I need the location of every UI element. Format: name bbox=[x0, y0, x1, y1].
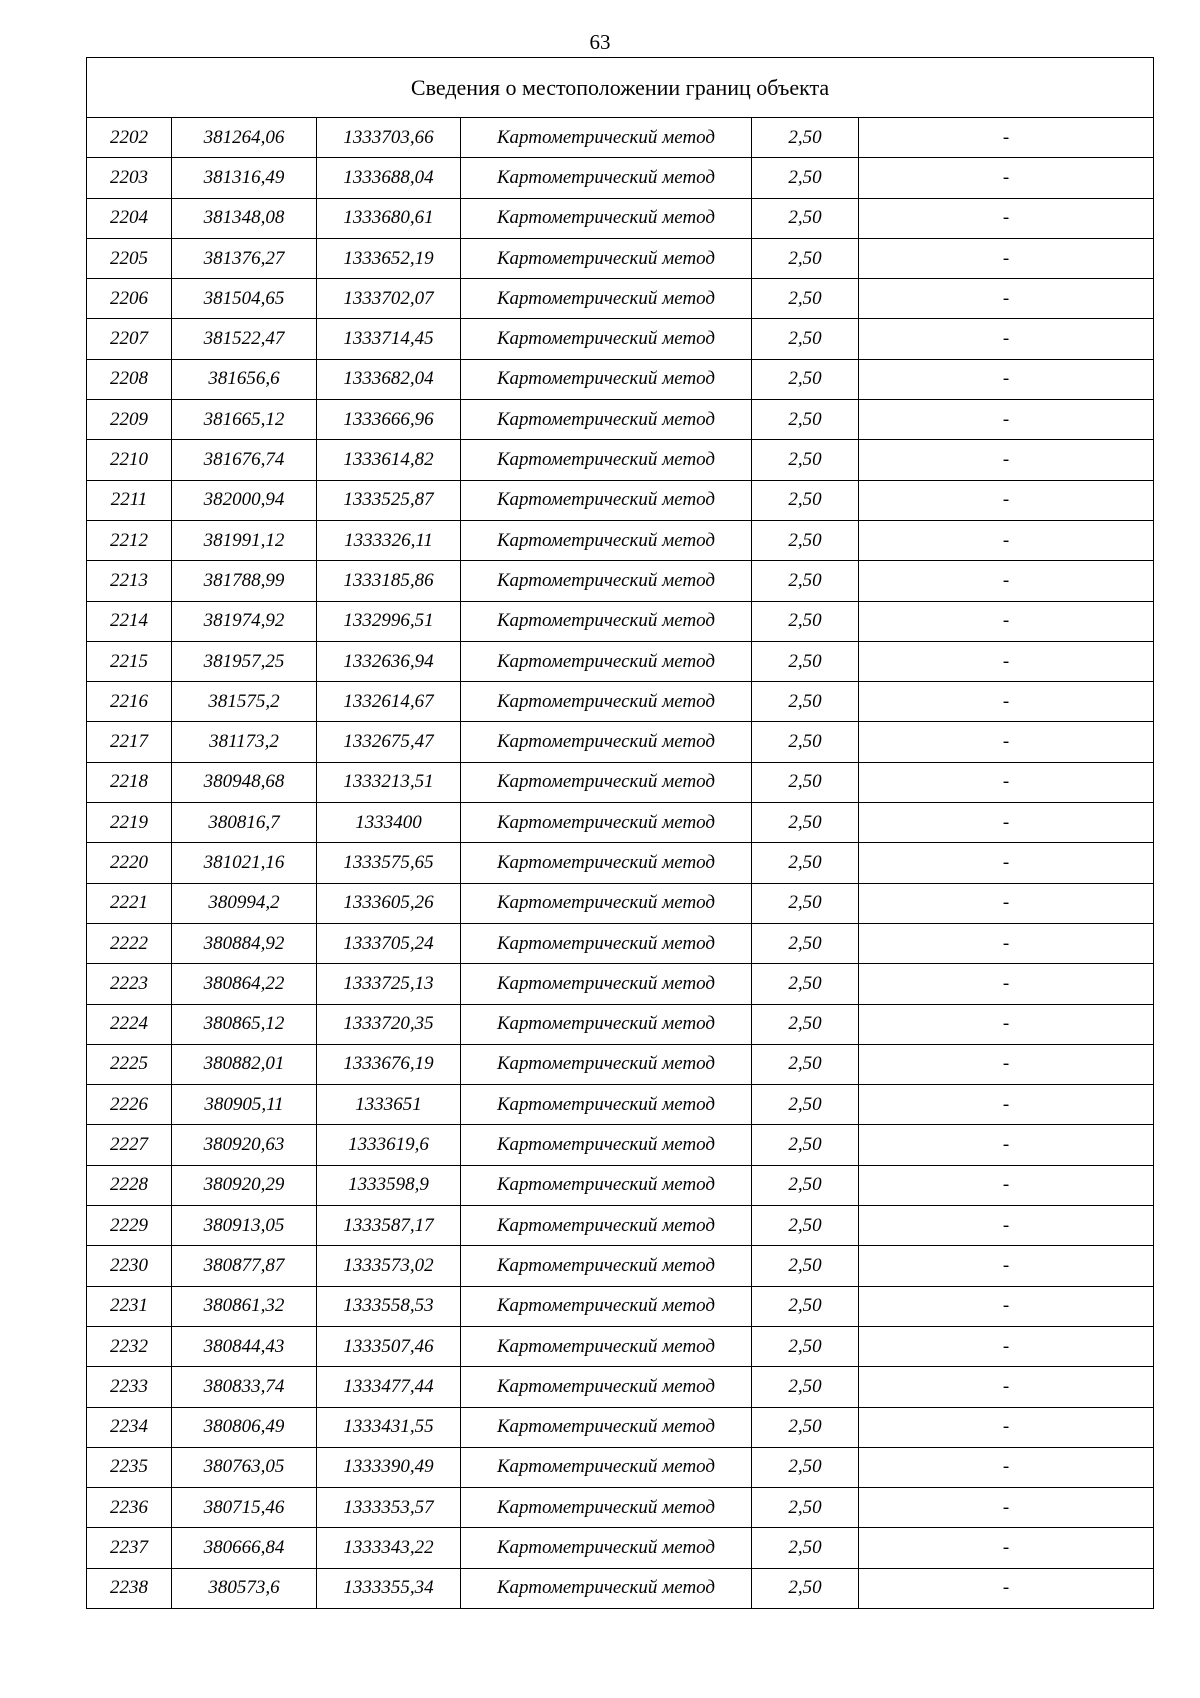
description-cell: - bbox=[859, 762, 1154, 802]
x-coordinate-cell: 380920,29 bbox=[172, 1165, 317, 1205]
y-coordinate-cell: 1333353,57 bbox=[317, 1488, 461, 1528]
point-number-cell: 2224 bbox=[87, 1004, 172, 1044]
method-cell: Картометрический метод bbox=[461, 1488, 752, 1528]
point-number-cell: 2222 bbox=[87, 923, 172, 963]
accuracy-cell: 2,50 bbox=[752, 1165, 859, 1205]
x-coordinate-cell: 381522,47 bbox=[172, 319, 317, 359]
point-number-cell: 2209 bbox=[87, 400, 172, 440]
point-number-cell: 2204 bbox=[87, 198, 172, 238]
accuracy-cell: 2,50 bbox=[752, 1286, 859, 1326]
y-coordinate-cell: 1333575,65 bbox=[317, 843, 461, 883]
description-cell: - bbox=[859, 601, 1154, 641]
point-number-cell: 2207 bbox=[87, 319, 172, 359]
method-cell: Картометрический метод bbox=[461, 762, 752, 802]
description-cell: - bbox=[859, 118, 1154, 158]
table-row bbox=[87, 1528, 1154, 1568]
method-cell: Картометрический метод bbox=[461, 480, 752, 520]
y-coordinate-cell: 1333651 bbox=[317, 1085, 461, 1125]
method-cell: Картометрический метод bbox=[461, 964, 752, 1004]
y-coordinate-cell: 1333666,96 bbox=[317, 400, 461, 440]
y-coordinate-cell: 1333431,55 bbox=[317, 1407, 461, 1447]
table-row bbox=[87, 480, 1154, 520]
accuracy-cell: 2,50 bbox=[752, 480, 859, 520]
point-number-cell: 2212 bbox=[87, 520, 172, 560]
x-coordinate-cell: 380877,87 bbox=[172, 1246, 317, 1286]
table-row bbox=[87, 400, 1154, 440]
method-cell: Картометрический метод bbox=[461, 843, 752, 883]
accuracy-cell: 2,50 bbox=[752, 238, 859, 278]
x-coordinate-cell: 381957,25 bbox=[172, 641, 317, 681]
accuracy-cell: 2,50 bbox=[752, 1326, 859, 1366]
accuracy-cell: 2,50 bbox=[752, 158, 859, 198]
description-cell: - bbox=[859, 561, 1154, 601]
method-cell: Картометрический метод bbox=[461, 400, 752, 440]
x-coordinate-cell: 380882,01 bbox=[172, 1044, 317, 1084]
accuracy-cell: 2,50 bbox=[752, 1044, 859, 1084]
x-coordinate-cell: 381788,99 bbox=[172, 561, 317, 601]
point-number-cell: 2214 bbox=[87, 601, 172, 641]
table-row bbox=[87, 923, 1154, 963]
point-number-cell: 2232 bbox=[87, 1326, 172, 1366]
point-number-cell: 2216 bbox=[87, 682, 172, 722]
method-cell: Картометрический метод bbox=[461, 359, 752, 399]
table-row bbox=[87, 1568, 1154, 1608]
accuracy-cell: 2,50 bbox=[752, 1246, 859, 1286]
table-row bbox=[87, 762, 1154, 802]
method-cell: Картометрический метод bbox=[461, 279, 752, 319]
table-row bbox=[87, 118, 1154, 158]
x-coordinate-cell: 380913,05 bbox=[172, 1206, 317, 1246]
method-cell: Картометрический метод bbox=[461, 1246, 752, 1286]
point-number-cell: 2226 bbox=[87, 1085, 172, 1125]
x-coordinate-cell: 380948,68 bbox=[172, 762, 317, 802]
y-coordinate-cell: 1333652,19 bbox=[317, 238, 461, 278]
accuracy-cell: 2,50 bbox=[752, 803, 859, 843]
method-cell: Картометрический метод bbox=[461, 1528, 752, 1568]
point-number-cell: 2211 bbox=[87, 480, 172, 520]
accuracy-cell: 2,50 bbox=[752, 1528, 859, 1568]
x-coordinate-cell: 381021,16 bbox=[172, 843, 317, 883]
accuracy-cell: 2,50 bbox=[752, 400, 859, 440]
table-row bbox=[87, 1286, 1154, 1326]
description-cell: - bbox=[859, 883, 1154, 923]
x-coordinate-cell: 380884,92 bbox=[172, 923, 317, 963]
point-number-cell: 2223 bbox=[87, 964, 172, 1004]
point-number-cell: 2215 bbox=[87, 641, 172, 681]
x-coordinate-cell: 382000,94 bbox=[172, 480, 317, 520]
method-cell: Картометрический метод bbox=[461, 1407, 752, 1447]
accuracy-cell: 2,50 bbox=[752, 279, 859, 319]
point-number-cell: 2206 bbox=[87, 279, 172, 319]
point-number-cell: 2228 bbox=[87, 1165, 172, 1205]
y-coordinate-cell: 1332614,67 bbox=[317, 682, 461, 722]
description-cell: - bbox=[859, 1004, 1154, 1044]
x-coordinate-cell: 381173,2 bbox=[172, 722, 317, 762]
description-cell: - bbox=[859, 1367, 1154, 1407]
method-cell: Картометрический метод bbox=[461, 1568, 752, 1608]
x-coordinate-cell: 380833,74 bbox=[172, 1367, 317, 1407]
accuracy-cell: 2,50 bbox=[752, 1447, 859, 1487]
method-cell: Картометрический метод bbox=[461, 238, 752, 278]
method-cell: Картометрический метод bbox=[461, 158, 752, 198]
table-row bbox=[87, 1206, 1154, 1246]
accuracy-cell: 2,50 bbox=[752, 1568, 859, 1608]
accuracy-cell: 2,50 bbox=[752, 1407, 859, 1447]
point-number-cell: 2219 bbox=[87, 803, 172, 843]
description-cell: - bbox=[859, 1125, 1154, 1165]
accuracy-cell: 2,50 bbox=[752, 1206, 859, 1246]
description-cell: - bbox=[859, 722, 1154, 762]
y-coordinate-cell: 1333676,19 bbox=[317, 1044, 461, 1084]
table-row bbox=[87, 1447, 1154, 1487]
table-row bbox=[87, 843, 1154, 883]
x-coordinate-cell: 380816,7 bbox=[172, 803, 317, 843]
method-cell: Картометрический метод bbox=[461, 1044, 752, 1084]
y-coordinate-cell: 1333355,34 bbox=[317, 1568, 461, 1608]
accuracy-cell: 2,50 bbox=[752, 843, 859, 883]
point-number-cell: 2217 bbox=[87, 722, 172, 762]
method-cell: Картометрический метод bbox=[461, 601, 752, 641]
y-coordinate-cell: 1333720,35 bbox=[317, 1004, 461, 1044]
y-coordinate-cell: 1333682,04 bbox=[317, 359, 461, 399]
y-coordinate-cell: 1333326,11 bbox=[317, 520, 461, 560]
x-coordinate-cell: 380865,12 bbox=[172, 1004, 317, 1044]
accuracy-cell: 2,50 bbox=[752, 682, 859, 722]
method-cell: Картометрический метод bbox=[461, 561, 752, 601]
accuracy-cell: 2,50 bbox=[752, 1367, 859, 1407]
table-row bbox=[87, 883, 1154, 923]
description-cell: - bbox=[859, 1407, 1154, 1447]
description-cell: - bbox=[859, 641, 1154, 681]
x-coordinate-cell: 380715,46 bbox=[172, 1488, 317, 1528]
point-number-cell: 2238 bbox=[87, 1568, 172, 1608]
point-number-cell: 2237 bbox=[87, 1528, 172, 1568]
point-number-cell: 2225 bbox=[87, 1044, 172, 1084]
table-row bbox=[87, 1367, 1154, 1407]
x-coordinate-cell: 381504,65 bbox=[172, 279, 317, 319]
method-cell: Картометрический метод bbox=[461, 198, 752, 238]
point-number-cell: 2202 bbox=[87, 118, 172, 158]
point-number-cell: 2218 bbox=[87, 762, 172, 802]
x-coordinate-cell: 381376,27 bbox=[172, 238, 317, 278]
y-coordinate-cell: 1333605,26 bbox=[317, 883, 461, 923]
table-row bbox=[87, 1125, 1154, 1165]
description-cell: - bbox=[859, 843, 1154, 883]
accuracy-cell: 2,50 bbox=[752, 883, 859, 923]
y-coordinate-cell: 1333680,61 bbox=[317, 198, 461, 238]
boundary-coordinates-table bbox=[86, 57, 1154, 1609]
table-row bbox=[87, 1004, 1154, 1044]
description-cell: - bbox=[859, 158, 1154, 198]
y-coordinate-cell: 1333703,66 bbox=[317, 118, 461, 158]
description-cell: - bbox=[859, 1326, 1154, 1366]
method-cell: Картометрический метод bbox=[461, 641, 752, 681]
point-number-cell: 2205 bbox=[87, 238, 172, 278]
x-coordinate-cell: 381676,74 bbox=[172, 440, 317, 480]
description-cell: - bbox=[859, 803, 1154, 843]
description-cell: - bbox=[859, 319, 1154, 359]
accuracy-cell: 2,50 bbox=[752, 440, 859, 480]
method-cell: Картометрический метод bbox=[461, 118, 752, 158]
table-row bbox=[87, 158, 1154, 198]
table-row bbox=[87, 682, 1154, 722]
point-number-cell: 2236 bbox=[87, 1488, 172, 1528]
accuracy-cell: 2,50 bbox=[752, 1004, 859, 1044]
description-cell: - bbox=[859, 1528, 1154, 1568]
table-row bbox=[87, 440, 1154, 480]
accuracy-cell: 2,50 bbox=[752, 118, 859, 158]
y-coordinate-cell: 1333558,53 bbox=[317, 1286, 461, 1326]
y-coordinate-cell: 1333688,04 bbox=[317, 158, 461, 198]
y-coordinate-cell: 1333400 bbox=[317, 803, 461, 843]
accuracy-cell: 2,50 bbox=[752, 359, 859, 399]
page-number: 63 bbox=[589, 30, 611, 54]
method-cell: Картометрический метод bbox=[461, 923, 752, 963]
method-cell: Картометрический метод bbox=[461, 1286, 752, 1326]
table-row bbox=[87, 601, 1154, 641]
y-coordinate-cell: 1333598,9 bbox=[317, 1165, 461, 1205]
table-row bbox=[87, 964, 1154, 1004]
table-row bbox=[87, 520, 1154, 560]
y-coordinate-cell: 1333525,87 bbox=[317, 480, 461, 520]
table-row bbox=[87, 1165, 1154, 1205]
x-coordinate-cell: 380666,84 bbox=[172, 1528, 317, 1568]
y-coordinate-cell: 1333507,46 bbox=[317, 1326, 461, 1366]
x-coordinate-cell: 381656,6 bbox=[172, 359, 317, 399]
y-coordinate-cell: 1333587,17 bbox=[317, 1206, 461, 1246]
method-cell: Картометрический метод bbox=[461, 722, 752, 762]
accuracy-cell: 2,50 bbox=[752, 601, 859, 641]
y-coordinate-cell: 1333573,02 bbox=[317, 1246, 461, 1286]
description-cell: - bbox=[859, 682, 1154, 722]
description-cell: - bbox=[859, 923, 1154, 963]
x-coordinate-cell: 380861,32 bbox=[172, 1286, 317, 1326]
y-coordinate-cell: 1333343,22 bbox=[317, 1528, 461, 1568]
table-row bbox=[87, 803, 1154, 843]
method-cell: Картометрический метод bbox=[461, 883, 752, 923]
y-coordinate-cell: 1333619,6 bbox=[317, 1125, 461, 1165]
accuracy-cell: 2,50 bbox=[752, 520, 859, 560]
table-row bbox=[87, 359, 1154, 399]
method-cell: Картометрический метод bbox=[461, 1326, 752, 1366]
x-coordinate-cell: 381348,08 bbox=[172, 198, 317, 238]
description-cell: - bbox=[859, 238, 1154, 278]
x-coordinate-cell: 381264,06 bbox=[172, 118, 317, 158]
table-row bbox=[87, 1488, 1154, 1528]
table-row bbox=[87, 1085, 1154, 1125]
y-coordinate-cell: 1333614,82 bbox=[317, 440, 461, 480]
method-cell: Картометрический метод bbox=[461, 1447, 752, 1487]
x-coordinate-cell: 380905,11 bbox=[172, 1085, 317, 1125]
point-number-cell: 2213 bbox=[87, 561, 172, 601]
table-title-row bbox=[87, 58, 1154, 118]
table-row bbox=[87, 198, 1154, 238]
point-number-cell: 2203 bbox=[87, 158, 172, 198]
method-cell: Картометрический метод bbox=[461, 1085, 752, 1125]
description-cell: - bbox=[859, 400, 1154, 440]
point-number-cell: 2229 bbox=[87, 1206, 172, 1246]
description-cell: - bbox=[859, 1286, 1154, 1326]
accuracy-cell: 2,50 bbox=[752, 722, 859, 762]
point-number-cell: 2221 bbox=[87, 883, 172, 923]
description-cell: - bbox=[859, 198, 1154, 238]
x-coordinate-cell: 380844,43 bbox=[172, 1326, 317, 1366]
point-number-cell: 2227 bbox=[87, 1125, 172, 1165]
method-cell: Картометрический метод bbox=[461, 1367, 752, 1407]
description-cell: - bbox=[859, 1568, 1154, 1608]
method-cell: Картометрический метод bbox=[461, 1125, 752, 1165]
x-coordinate-cell: 381991,12 bbox=[172, 520, 317, 560]
y-coordinate-cell: 1333702,07 bbox=[317, 279, 461, 319]
y-coordinate-cell: 1333714,45 bbox=[317, 319, 461, 359]
y-coordinate-cell: 1332636,94 bbox=[317, 641, 461, 681]
method-cell: Картометрический метод bbox=[461, 440, 752, 480]
table-row bbox=[87, 722, 1154, 762]
table-row bbox=[87, 319, 1154, 359]
table-row bbox=[87, 1326, 1154, 1366]
point-number-cell: 2234 bbox=[87, 1407, 172, 1447]
method-cell: Картометрический метод bbox=[461, 1165, 752, 1205]
accuracy-cell: 2,50 bbox=[752, 964, 859, 1004]
point-number-cell: 2235 bbox=[87, 1447, 172, 1487]
description-cell: - bbox=[859, 480, 1154, 520]
method-cell: Картометрический метод bbox=[461, 520, 752, 560]
description-cell: - bbox=[859, 520, 1154, 560]
table-row bbox=[87, 279, 1154, 319]
point-number-cell: 2233 bbox=[87, 1367, 172, 1407]
accuracy-cell: 2,50 bbox=[752, 198, 859, 238]
description-cell: - bbox=[859, 1085, 1154, 1125]
point-number-cell: 2220 bbox=[87, 843, 172, 883]
description-cell: - bbox=[859, 1165, 1154, 1205]
method-cell: Картометрический метод bbox=[461, 1206, 752, 1246]
method-cell: Картометрический метод bbox=[461, 319, 752, 359]
x-coordinate-cell: 381665,12 bbox=[172, 400, 317, 440]
y-coordinate-cell: 1332996,51 bbox=[317, 601, 461, 641]
description-cell: - bbox=[859, 1488, 1154, 1528]
description-cell: - bbox=[859, 279, 1154, 319]
x-coordinate-cell: 380806,49 bbox=[172, 1407, 317, 1447]
method-cell: Картометрический метод bbox=[461, 682, 752, 722]
point-number-cell: 2231 bbox=[87, 1286, 172, 1326]
x-coordinate-cell: 381316,49 bbox=[172, 158, 317, 198]
x-coordinate-cell: 381974,92 bbox=[172, 601, 317, 641]
x-coordinate-cell: 380763,05 bbox=[172, 1447, 317, 1487]
accuracy-cell: 2,50 bbox=[752, 1488, 859, 1528]
table-row bbox=[87, 1246, 1154, 1286]
accuracy-cell: 2,50 bbox=[752, 319, 859, 359]
description-cell: - bbox=[859, 1246, 1154, 1286]
table-row bbox=[87, 561, 1154, 601]
y-coordinate-cell: 1332675,47 bbox=[317, 722, 461, 762]
accuracy-cell: 2,50 bbox=[752, 641, 859, 681]
y-coordinate-cell: 1333725,13 bbox=[317, 964, 461, 1004]
y-coordinate-cell: 1333213,51 bbox=[317, 762, 461, 802]
description-cell: - bbox=[859, 964, 1154, 1004]
accuracy-cell: 2,50 bbox=[752, 762, 859, 802]
table-title: Сведения о местоположении границ объекта bbox=[87, 58, 1154, 118]
table-row bbox=[87, 238, 1154, 278]
point-number-cell: 2208 bbox=[87, 359, 172, 399]
x-coordinate-cell: 380864,22 bbox=[172, 964, 317, 1004]
description-cell: - bbox=[859, 359, 1154, 399]
y-coordinate-cell: 1333477,44 bbox=[317, 1367, 461, 1407]
x-coordinate-cell: 380920,63 bbox=[172, 1125, 317, 1165]
accuracy-cell: 2,50 bbox=[752, 1085, 859, 1125]
x-coordinate-cell: 381575,2 bbox=[172, 682, 317, 722]
method-cell: Картометрический метод bbox=[461, 803, 752, 843]
x-coordinate-cell: 380573,6 bbox=[172, 1568, 317, 1608]
accuracy-cell: 2,50 bbox=[752, 923, 859, 963]
accuracy-cell: 2,50 bbox=[752, 561, 859, 601]
y-coordinate-cell: 1333390,49 bbox=[317, 1447, 461, 1487]
y-coordinate-cell: 1333705,24 bbox=[317, 923, 461, 963]
table-row bbox=[87, 1044, 1154, 1084]
table-row bbox=[87, 1407, 1154, 1447]
accuracy-cell: 2,50 bbox=[752, 1125, 859, 1165]
point-number-cell: 2230 bbox=[87, 1246, 172, 1286]
method-cell: Картометрический метод bbox=[461, 1004, 752, 1044]
description-cell: - bbox=[859, 1206, 1154, 1246]
point-number-cell: 2210 bbox=[87, 440, 172, 480]
description-cell: - bbox=[859, 1044, 1154, 1084]
description-cell: - bbox=[859, 1447, 1154, 1487]
table-row bbox=[87, 641, 1154, 681]
y-coordinate-cell: 1333185,86 bbox=[317, 561, 461, 601]
x-coordinate-cell: 380994,2 bbox=[172, 883, 317, 923]
description-cell: - bbox=[859, 440, 1154, 480]
